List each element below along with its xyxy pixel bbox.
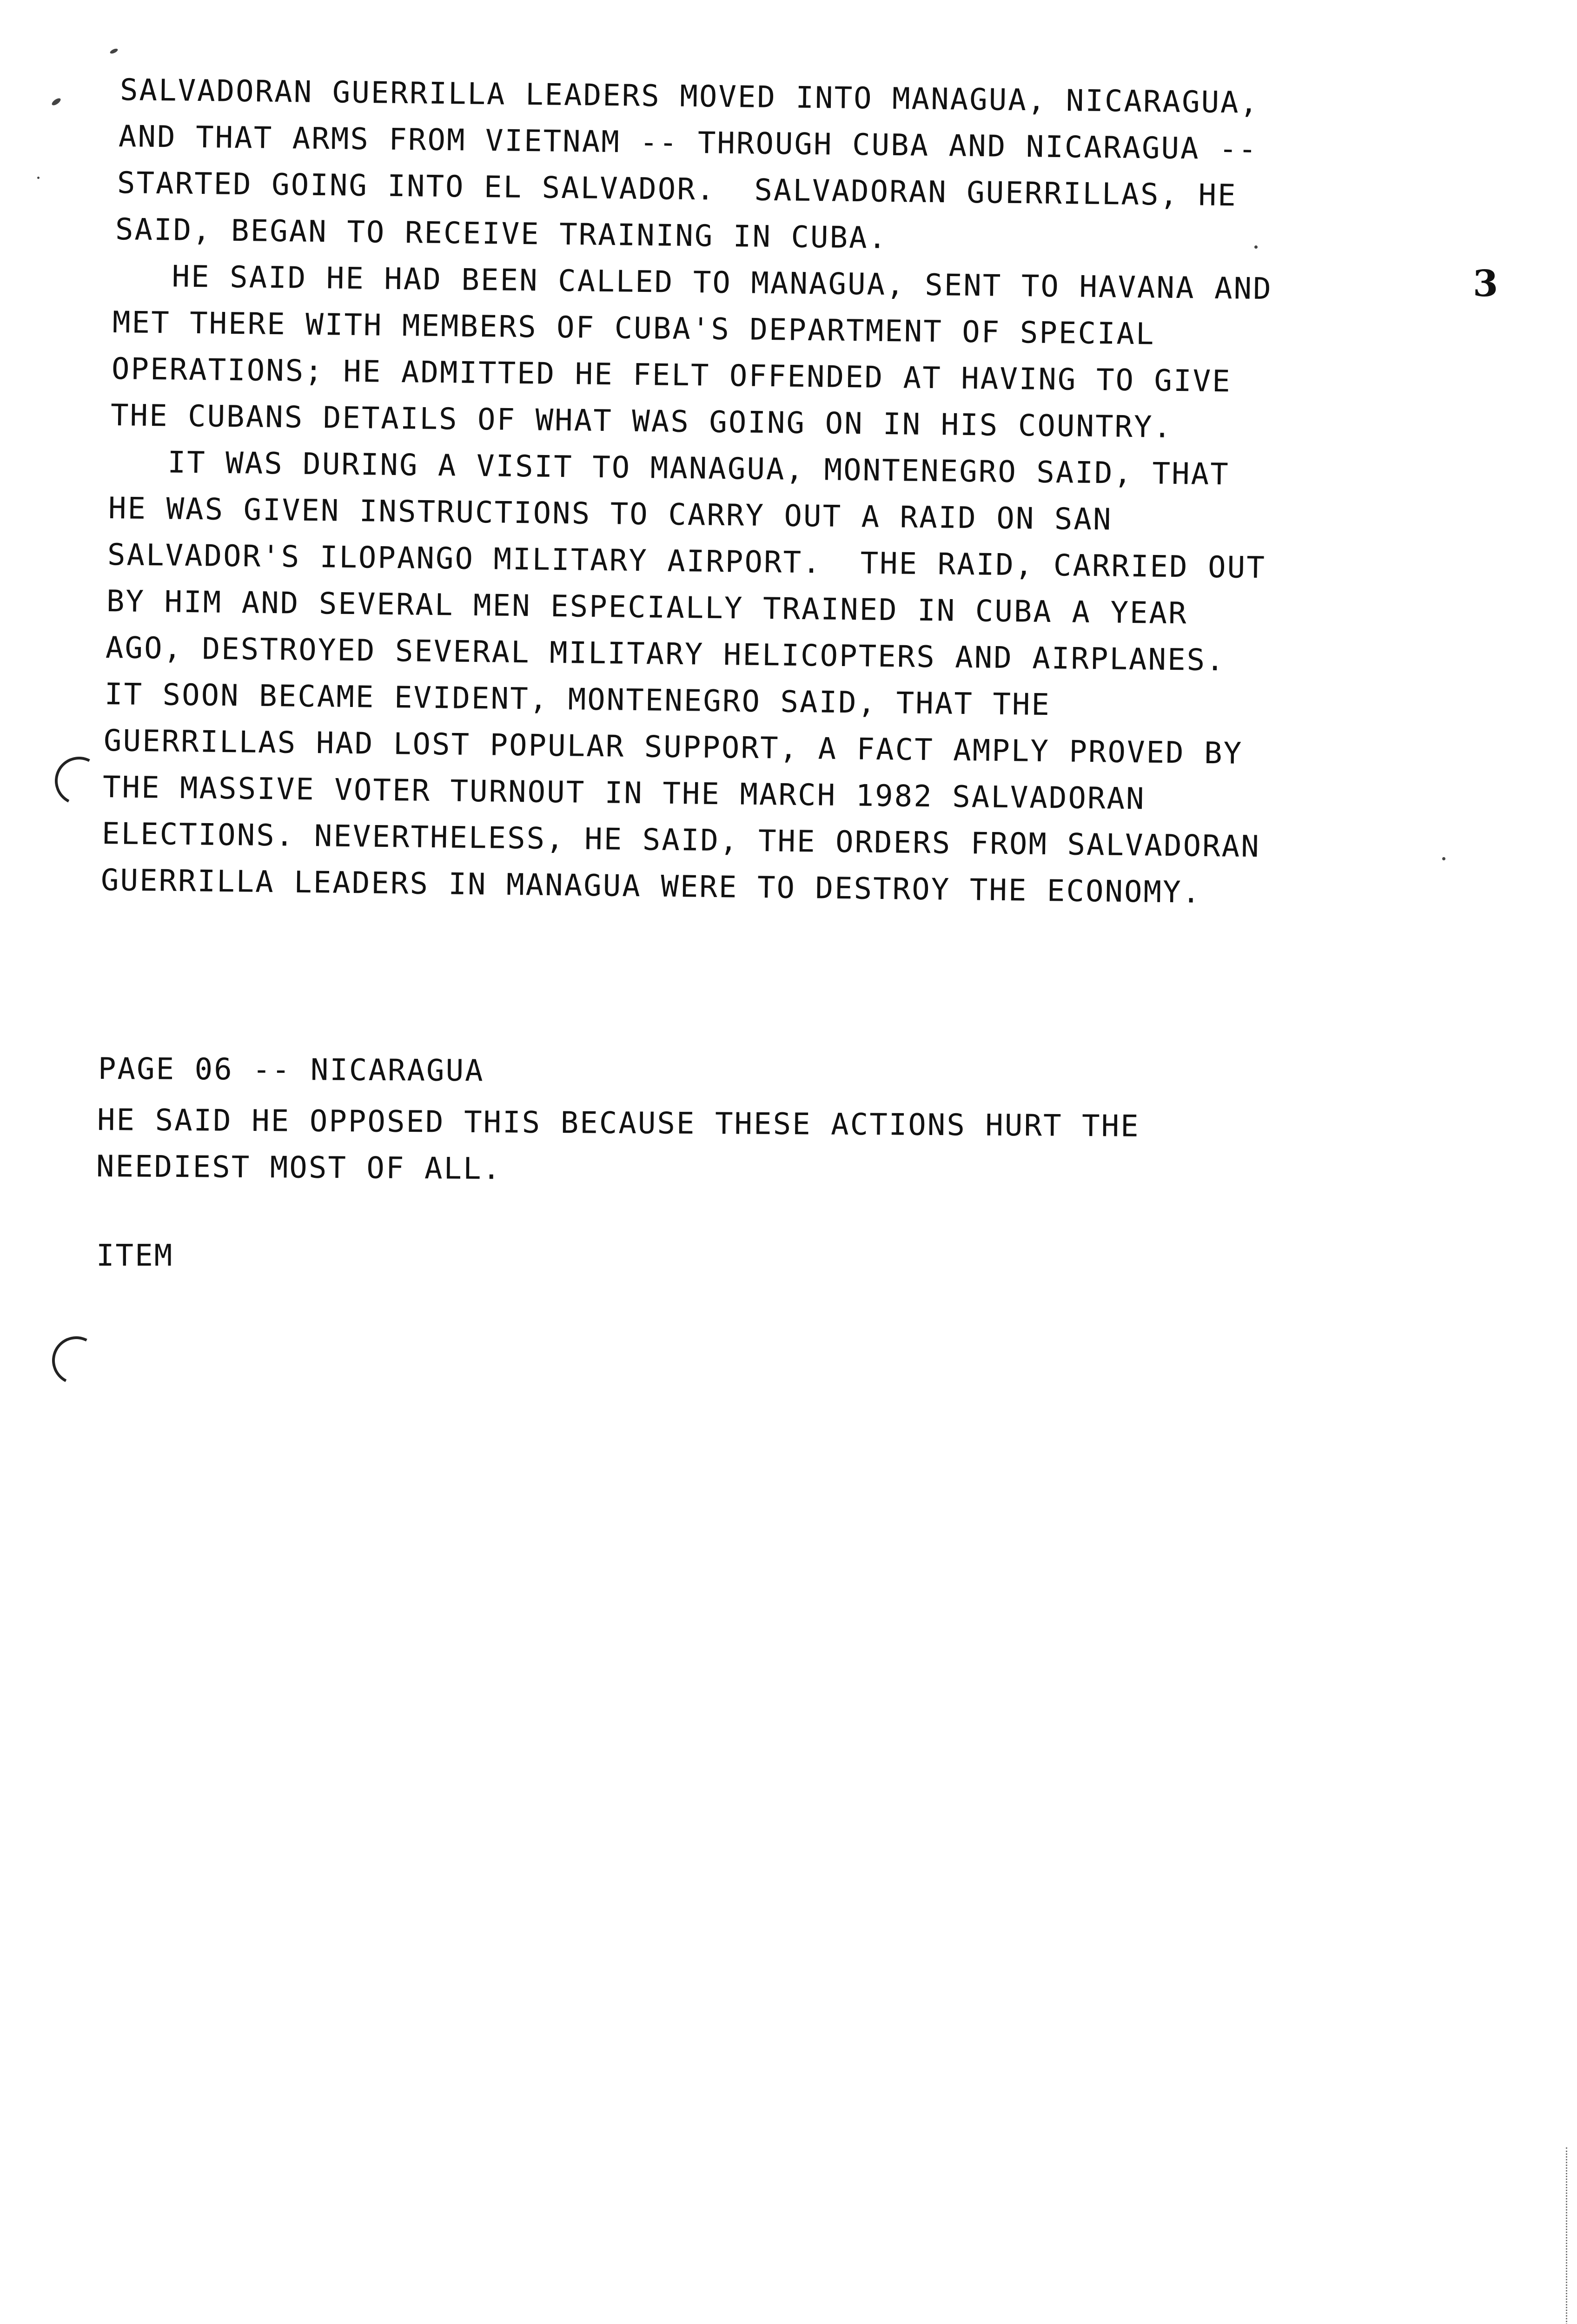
text-line-11: SALVADOR'S ILOPANGO MILITARY AIRPORT. THE RAID, CARRIED OUT: [107, 538, 1266, 586]
text-line-15: GUERRILLAS HAD LOST POPULAR SUPPORT, A FACT AMPLY PROVED BY: [103, 724, 1243, 771]
text-line-2: AND THAT ARMS FROM VIETNAM -- THROUGH CUBA AND NICARAGUA --: [118, 119, 1258, 167]
text-line-12: BY HIM AND SEVERAL MEN ESPECIALLY TRAINED IN CUBA A YEAR: [106, 584, 1188, 631]
text-line-14: IT SOON BECAME EVIDENT, MONTENEGRO SAID, THAT THE: [104, 677, 1051, 723]
text-line-19: HE SAID HE OPPOSED THIS BECAUSE THESE ACTIONS HURT THE: [97, 1103, 1140, 1144]
text-line-13: AGO, DESTROYED SEVERAL MILITARY HELICOPTERS AND AIRPLANES.: [105, 631, 1226, 678]
text-line-6: MET THERE WITH MEMBERS OF CUBA'S DEPARTMENT OF SPECIAL: [112, 305, 1155, 352]
text-line-10: HE WAS GIVEN INSTRUCTIONS TO CARRY OUT A RAID ON SAN: [108, 491, 1113, 537]
stray-mark: [37, 177, 40, 179]
text-line-20: NEEDIEST MOST OF ALL.: [96, 1149, 502, 1187]
page-header: PAGE 06 -- NICARAGUA: [98, 1052, 484, 1089]
page-number: 3: [1473, 263, 1498, 305]
text-line-1: SALVADORAN GUERRILLA LEADERS MOVED INTO MANAGUA, NICARAGUA,: [119, 73, 1259, 120]
margin-bracket-mark: [46, 1330, 106, 1391]
right-edge-dots: [1566, 2147, 1568, 2324]
item-label: ITEM: [96, 1239, 174, 1273]
stray-mark: [109, 48, 119, 55]
text-line-3: STARTED GOING INTO EL SALVADOR. SALVADORAN GUERRILLAS, HE: [117, 166, 1238, 213]
margin-bracket-mark: [48, 750, 109, 811]
text-line-4: SAID, BEGAN TO RECEIVE TRAINING IN CUBA.: [115, 212, 888, 256]
text-line-17: ELECTIONS. NEVERTHELESS, HE SAID, THE ORDERS FROM SALVADORAN: [101, 817, 1261, 865]
text-line-8: THE CUBANS DETAILS OF WHAT WAS GOING ON IN HIS COUNTRY.: [110, 398, 1173, 445]
text-line-5: HE SAID HE HAD BEEN CALLED TO MANAGUA, SENT TO HAVANA AND: [113, 259, 1273, 307]
text-line-9: IT WAS DURING A VISIT TO MANAGUA, MONTENEGRO SAID, THAT: [109, 445, 1230, 492]
stray-mark: [51, 97, 62, 107]
stray-mark: [1442, 857, 1445, 860]
text-line-18: GUERRILLA LEADERS IN MANAGUA WERE TO DESTROY THE ECONOMY.: [100, 863, 1202, 910]
text-line-7: OPERATIONS; HE ADMITTED HE FELT OFFENDED AT HAVING TO GIVE: [111, 352, 1232, 399]
text-line-16: THE MASSIVE VOTER TURNOUT IN THE MARCH 1982 SALVADORAN: [102, 770, 1146, 817]
stray-mark: [1254, 245, 1258, 249]
